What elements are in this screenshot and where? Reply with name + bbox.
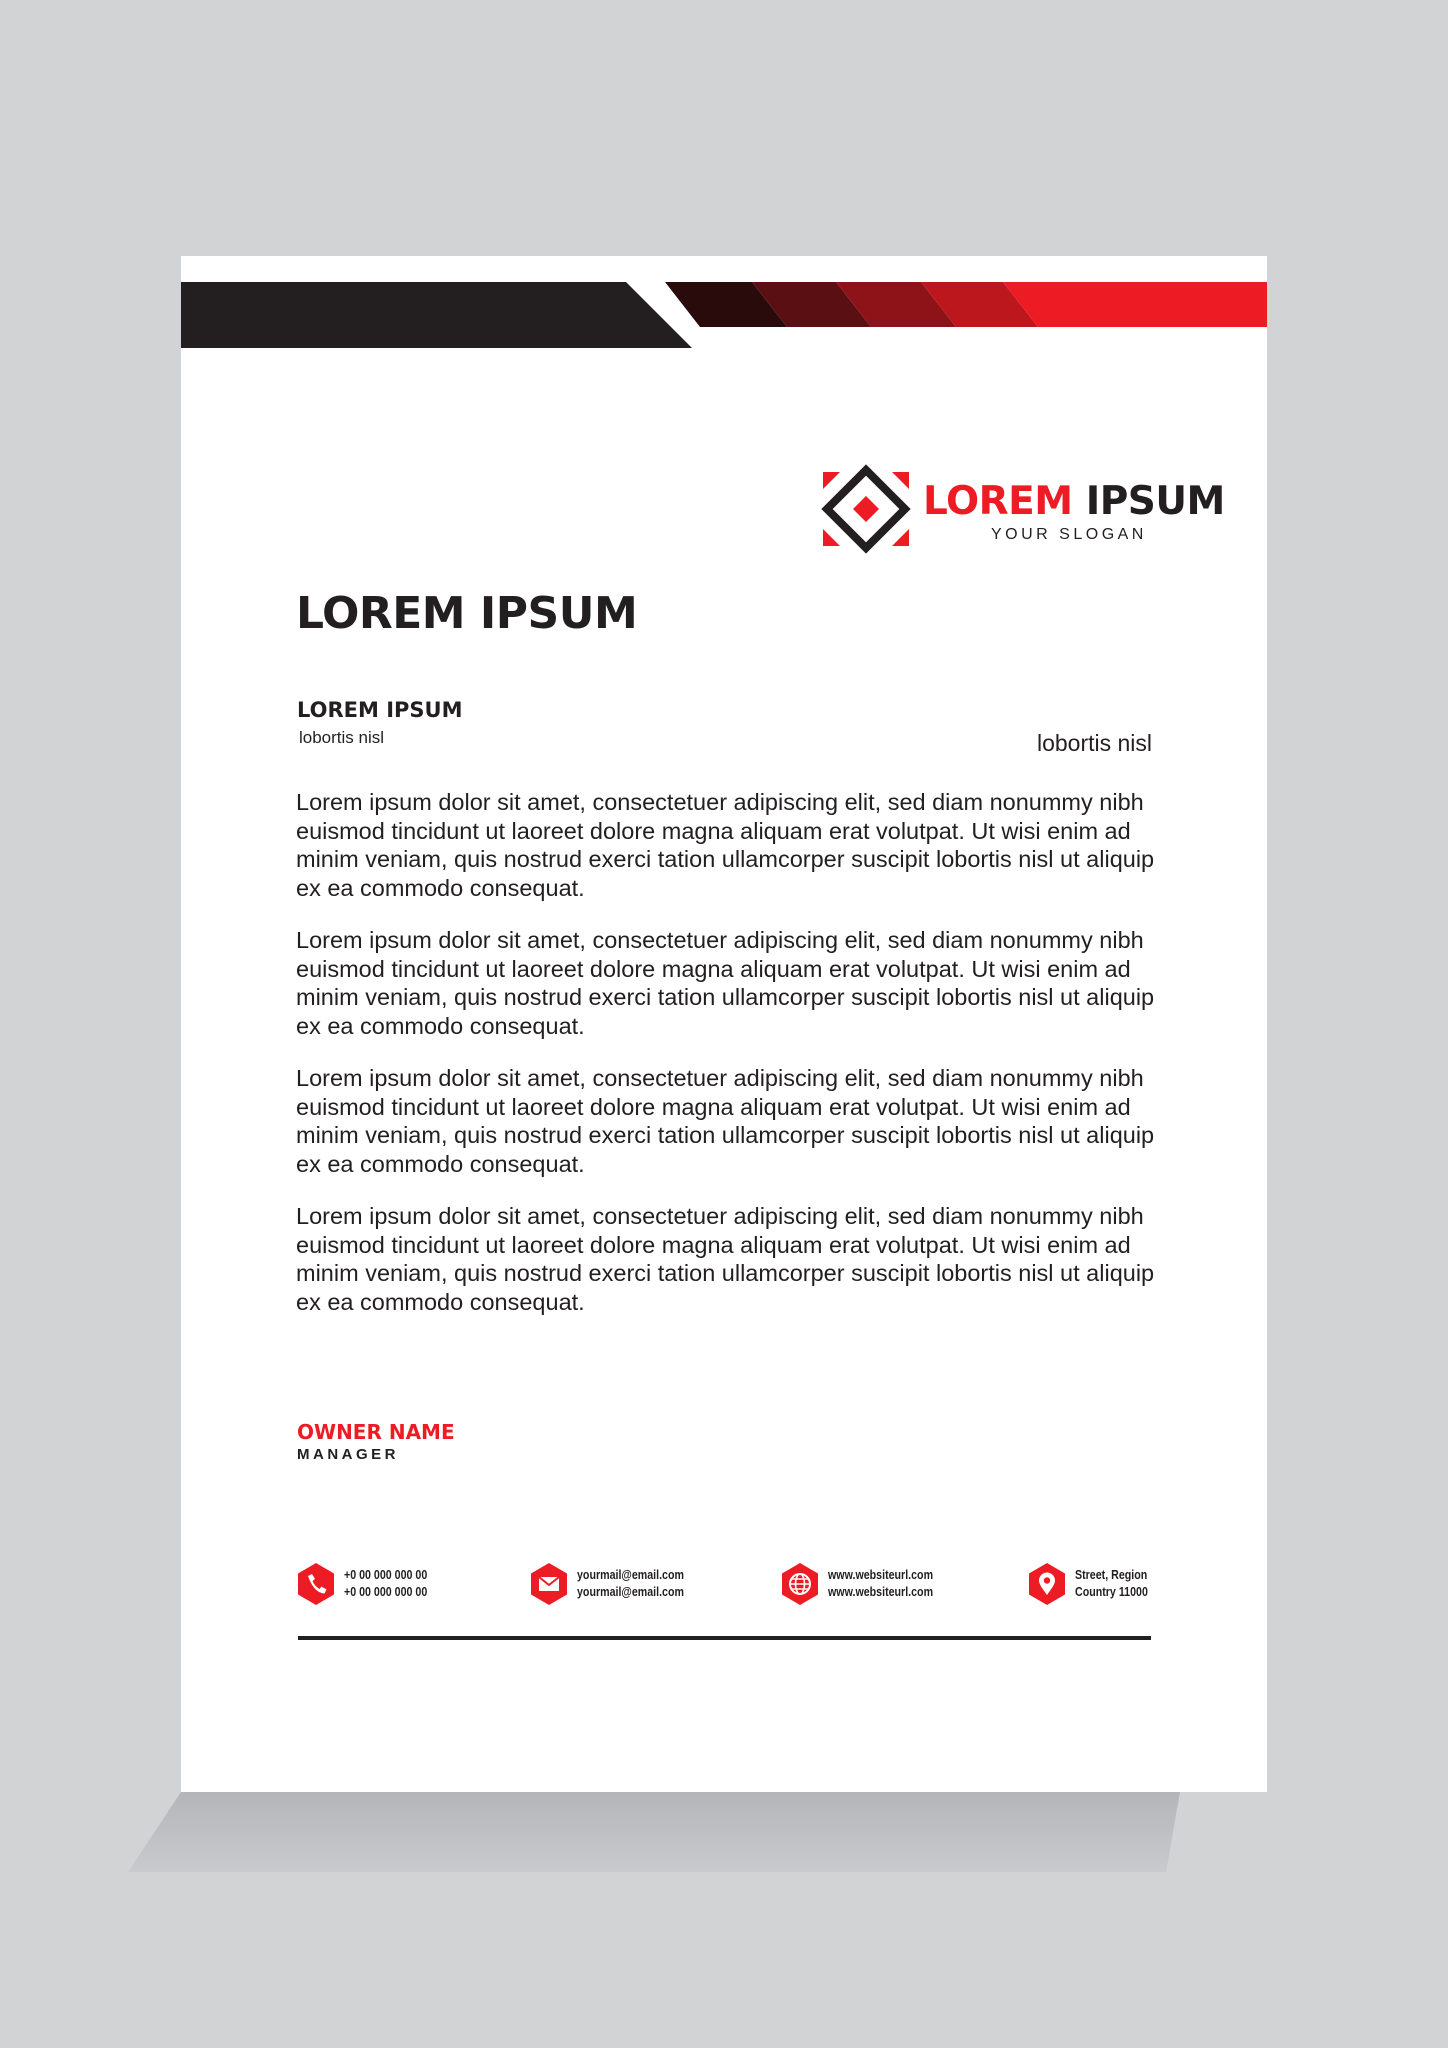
body-paragraph: Lorem ipsum dolor sit amet, consectetuer adipiscing elit, sed diam nonummy nibh euismod tincidunt ut laoreet dolore magna aliquam erat volutpat. Ut wisi enim ad minim veniam, quis nostrud exerci tation ullamcorper suscipit lobortis nisl ut aliquip ex ea commodo consequat. xyxy=(296,1203,1155,1315)
header-dark-bar xyxy=(181,282,692,348)
recipient-subtitle: lobortis nisl xyxy=(299,728,385,747)
brand-slogan: YOUR SLOGAN xyxy=(991,526,1147,543)
globe-icon xyxy=(780,1562,820,1606)
contact-email-line1: yourmail@email.com xyxy=(577,1567,684,1582)
contact-website-line2: www.websiteurl.com xyxy=(828,1584,934,1599)
location-pin-icon xyxy=(1027,1562,1067,1606)
brand-name-part2: IPSUM xyxy=(1085,479,1225,524)
diamond-logo-icon xyxy=(821,464,911,554)
signature-title: MANAGER xyxy=(297,1446,399,1463)
letter-body xyxy=(296,788,1166,1340)
contact-email-line2: yourmail@email.com xyxy=(577,1584,684,1599)
header-red-bar xyxy=(1003,282,1267,327)
date-text: lobortis nisl xyxy=(1036,730,1152,756)
contact-website-line1: www.websiteurl.com xyxy=(828,1567,934,1582)
contact-address-line1: Street, Region xyxy=(1075,1567,1148,1582)
footer-divider xyxy=(298,1636,1151,1640)
brand-name xyxy=(923,479,1225,524)
brand-name-part1: LOREM xyxy=(923,479,1073,524)
letterhead-sheet xyxy=(181,256,1267,1792)
contact-phone-line2: +0 00 000 000 00 xyxy=(344,1584,428,1599)
document-title: LOREM IPSUM xyxy=(296,588,638,639)
recipient-name: LOREM IPSUM xyxy=(297,698,463,722)
email-icon xyxy=(529,1562,569,1606)
header-banner xyxy=(181,282,1267,348)
contact-address-line2: Country 11000 xyxy=(1075,1584,1148,1599)
body-paragraph: Lorem ipsum dolor sit amet, consectetuer adipiscing elit, sed diam nonummy nibh euismod tincidunt ut laoreet dolore magna aliquam erat volutpat. Ut wisi enim ad minim veniam, quis nostrud exerci tation ullamcorper suscipit lobortis nisl ut aliquip ex ea commodo consequat. xyxy=(296,1065,1155,1177)
company-logo xyxy=(821,464,1225,554)
contact-phone-line1: +0 00 000 000 00 xyxy=(344,1567,428,1582)
body-paragraph: Lorem ipsum dolor sit amet, consectetuer adipiscing elit, sed diam nonummy nibh euismod tincidunt ut laoreet dolore magna aliquam erat volutpat. Ut wisi enim ad minim veniam, quis nostrud exerci tation ullamcorper suscipit lobortis nisl ut aliquip ex ea commodo consequat. xyxy=(296,927,1155,1039)
body-paragraph: Lorem ipsum dolor sit amet, consectetuer adipiscing elit, sed diam nonummy nibh euismod tincidunt ut laoreet dolore magna aliquam erat volutpat. Ut wisi enim ad minim veniam, quis nostrud exerci tation ullamcorper suscipit lobortis nisl ut aliquip ex ea commodo consequat. xyxy=(296,789,1155,901)
phone-icon xyxy=(296,1562,336,1606)
signature-name: OWNER NAME xyxy=(297,1420,455,1444)
